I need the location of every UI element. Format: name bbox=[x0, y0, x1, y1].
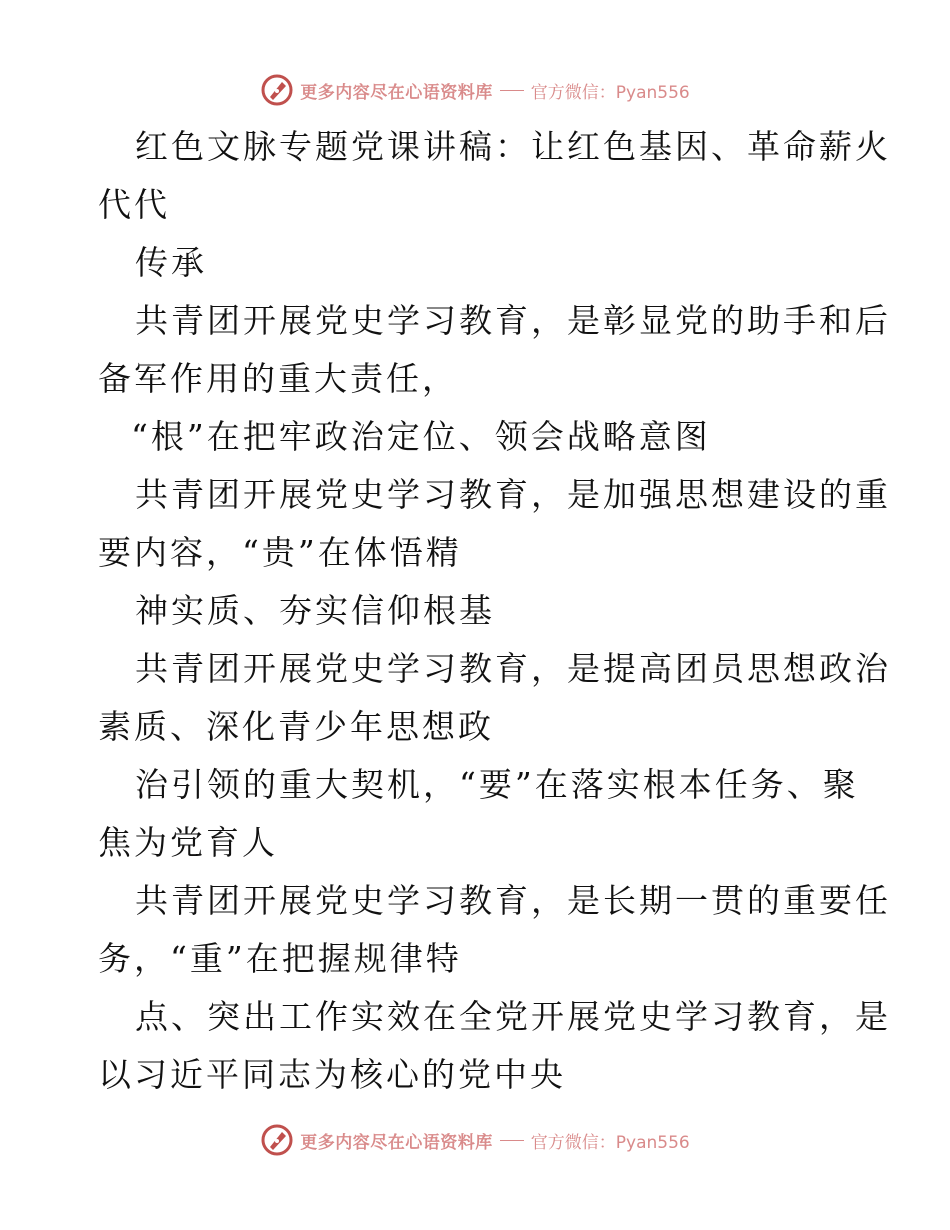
paragraph-line: 务，“重”在把握规律特 bbox=[98, 939, 462, 978]
watermark-separator bbox=[500, 90, 524, 91]
paragraph-line: 神实质、夯实信仰根基 bbox=[135, 591, 495, 630]
paragraph-line: 点、突出工作实效在全党开展党史学习教育，是 bbox=[135, 997, 891, 1036]
paragraph-line: 焦为党育人 bbox=[98, 823, 278, 862]
document-title-line-3: 传承 bbox=[135, 243, 207, 282]
paragraph-line: 要内容，“贵”在体悟精 bbox=[98, 533, 462, 572]
paragraph-line: 共青团开展党史学习教育，是长期一贯的重要任 bbox=[135, 881, 891, 920]
watermark-contact: 官方微信：Pyan556 bbox=[530, 82, 690, 103]
paragraph-line: “根”在把牢政治定位、领会战略意图 bbox=[131, 417, 711, 456]
document-title-line-2: 代代 bbox=[98, 185, 170, 224]
footer-watermark bbox=[0, 1120, 950, 1160]
paragraph-line: 共青团开展党史学习教育，是彰显党的助手和后 bbox=[135, 301, 891, 340]
paragraph-line: 备军作用的重大责任， bbox=[98, 359, 458, 398]
header-watermark bbox=[0, 70, 950, 110]
watermark-contact: 官方微信：Pyan556 bbox=[530, 1132, 690, 1153]
paragraph-line: 素质、深化青少年思想政 bbox=[98, 707, 494, 746]
paragraph-line: 以习近平同志为核心的党中央 bbox=[98, 1055, 566, 1094]
paragraph-line: 共青团开展党史学习教育，是加强思想建设的重 bbox=[135, 475, 891, 514]
watermark-brand: 更多内容尽在心语资料库 bbox=[300, 82, 493, 103]
document-title-line-1: 红色文脉专题党课讲稿：让红色基因、革命薪火 bbox=[135, 127, 891, 166]
document-body bbox=[98, 118, 891, 1104]
watermark-brand: 更多内容尽在心语资料库 bbox=[300, 1132, 493, 1153]
watermark-separator bbox=[500, 1140, 524, 1141]
pen-nib-circle-icon bbox=[260, 1123, 294, 1157]
pen-nib-circle-icon bbox=[260, 73, 294, 107]
paragraph-line: 治引领的重大契机，“要”在落实根本任务、聚 bbox=[135, 765, 859, 804]
paragraph-line: 共青团开展党史学习教育，是提高团员思想政治 bbox=[135, 649, 891, 688]
